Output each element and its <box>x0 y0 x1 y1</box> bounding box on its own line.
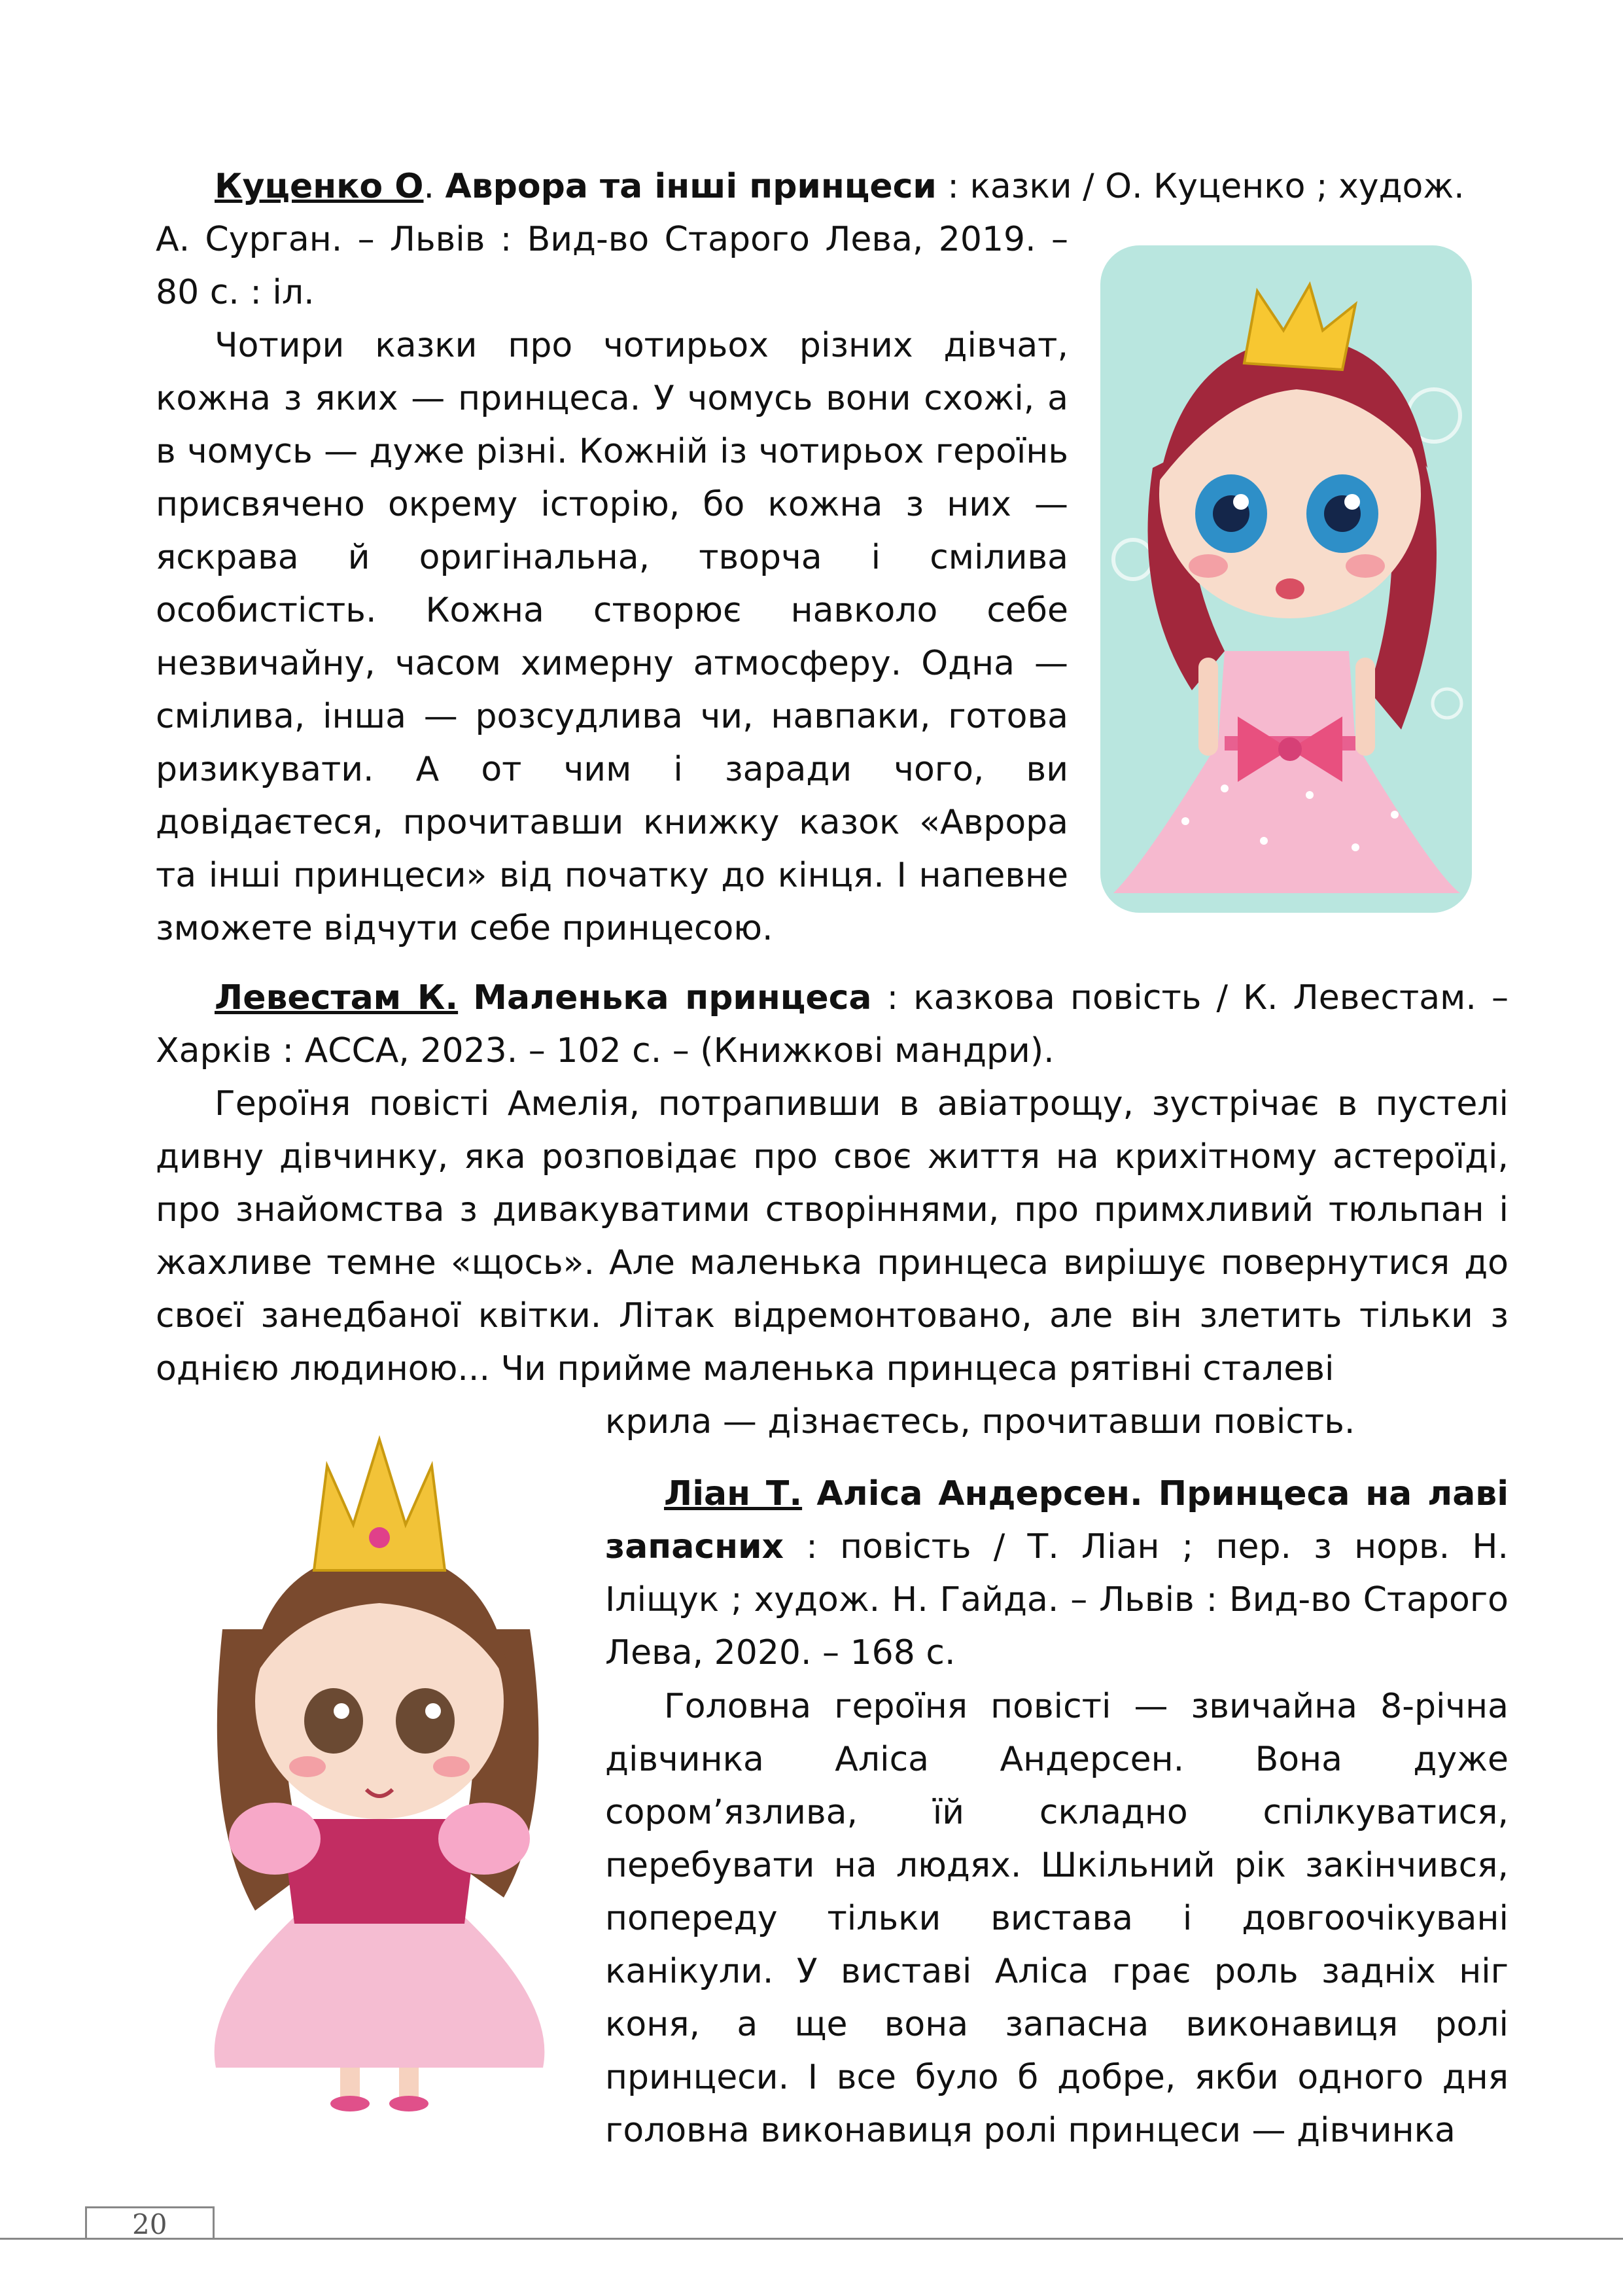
princess-crown-illustration <box>177 1413 582 2120</box>
entry-2-title: Маленька принцеса <box>473 978 872 1017</box>
entry-1-bib-first: : казки / О. Куценко ; худож. <box>936 167 1465 206</box>
entry-1-author-punct: . <box>423 167 434 206</box>
entry-1-description: Чотири казки про чотирьох різних дівчат, кожна з яких — принцеса. У чомусь вони схожі, а в чомусь — дуже різні. Кожній із чотирьох героїнь присвячено окрему історію, бо кожна з них — яскрава й оригінальна, творча і смілива особистість. Кожна створює навколо себе незвичайну, часом химерну атмосферу. Одна — смілива, інша — розсудлива чи, навпаки, готова ризикувати. А от чим і заради чого, ви довідаєтеся, прочитавши книжку казок «Аврора та інші принцеси» від початку до кінця. І напевне зможете відчути себе принцесою. <box>156 326 1068 948</box>
entry-1-author: Куценко О <box>215 167 424 206</box>
page-number-box-right <box>213 2206 215 2239</box>
entry-2-bib: : казкова повість / К. Левестам. – Харків : АССА, 2023. – 102 с. – (Книжкові мандри). <box>156 978 1509 1070</box>
entry-2-description-tail: крила — дізнаєтесь, прочитавши повість. <box>605 1402 1355 1441</box>
entry-2-author: Левестам К. <box>215 978 459 1017</box>
page-number: 20 <box>132 2208 167 2240</box>
entry-3-author: Ліан Т. <box>664 1474 803 1513</box>
entry-3-bib: : повість / Т. Ліан ; пер. з норв. Н. Іліщук ; худож. Н. Гайда. – Львів : Вид-во Старого Лева, 2020. – 168 с. <box>605 1527 1509 1672</box>
princess-teal-svg <box>1094 232 1478 913</box>
page-number-box-left <box>85 2206 87 2239</box>
entry-3-title: Аліса Андерсен. Принцеса на лаві запасних <box>605 1474 1509 1566</box>
entry-1-bib-rest: А. Сурган. – Львів : Вид-во Старого Лева, 2019. – 80 с. : іл. <box>156 220 1068 312</box>
footer-rule <box>0 2238 1623 2240</box>
princess-teal-illustration <box>1094 232 1478 913</box>
entry-3-description: Головна героїня повісті — звичайна 8-річна дівчинка Аліса Андерсен. Вона дуже сором’язлива, їй складно спілкуватися, перебувати на людях. Шкільний рік закінчився, попереду тільки вистава і довгоочікувані канікули. У виставі Аліса грає роль задніх ніг коня, а ще вона запасна виконавиця ролі принцеси. І все було б добре, якби одного дня головна виконавиця ролі принцеси — дівчинка <box>605 1687 1509 2150</box>
entry-1-title: Аврора та інші принцеси <box>445 167 937 206</box>
entry-1-header <box>156 160 1509 213</box>
entry-3-header <box>605 1468 1509 1680</box>
entry-2-description: Героїня повісті Амелія, потрапивши в авіатрощу, зустрічає в пустелі дивну дівчинку, яка розповідає про своє життя на крихітному астероїді, про знайомства з дивакуватими створіннями, про примхливий тюльпан і жахливе темне «щось». Але маленька принцеса вирішує повернутися до своєї занедбаної квітки. Літак відремонтовано, але він злетить тільки з однією людиною... Чи прийме маленька принцеса рятівні сталеві <box>156 1084 1509 1388</box>
princess-crown-svg <box>177 1413 582 2120</box>
entry-2-header <box>156 972 1509 1078</box>
